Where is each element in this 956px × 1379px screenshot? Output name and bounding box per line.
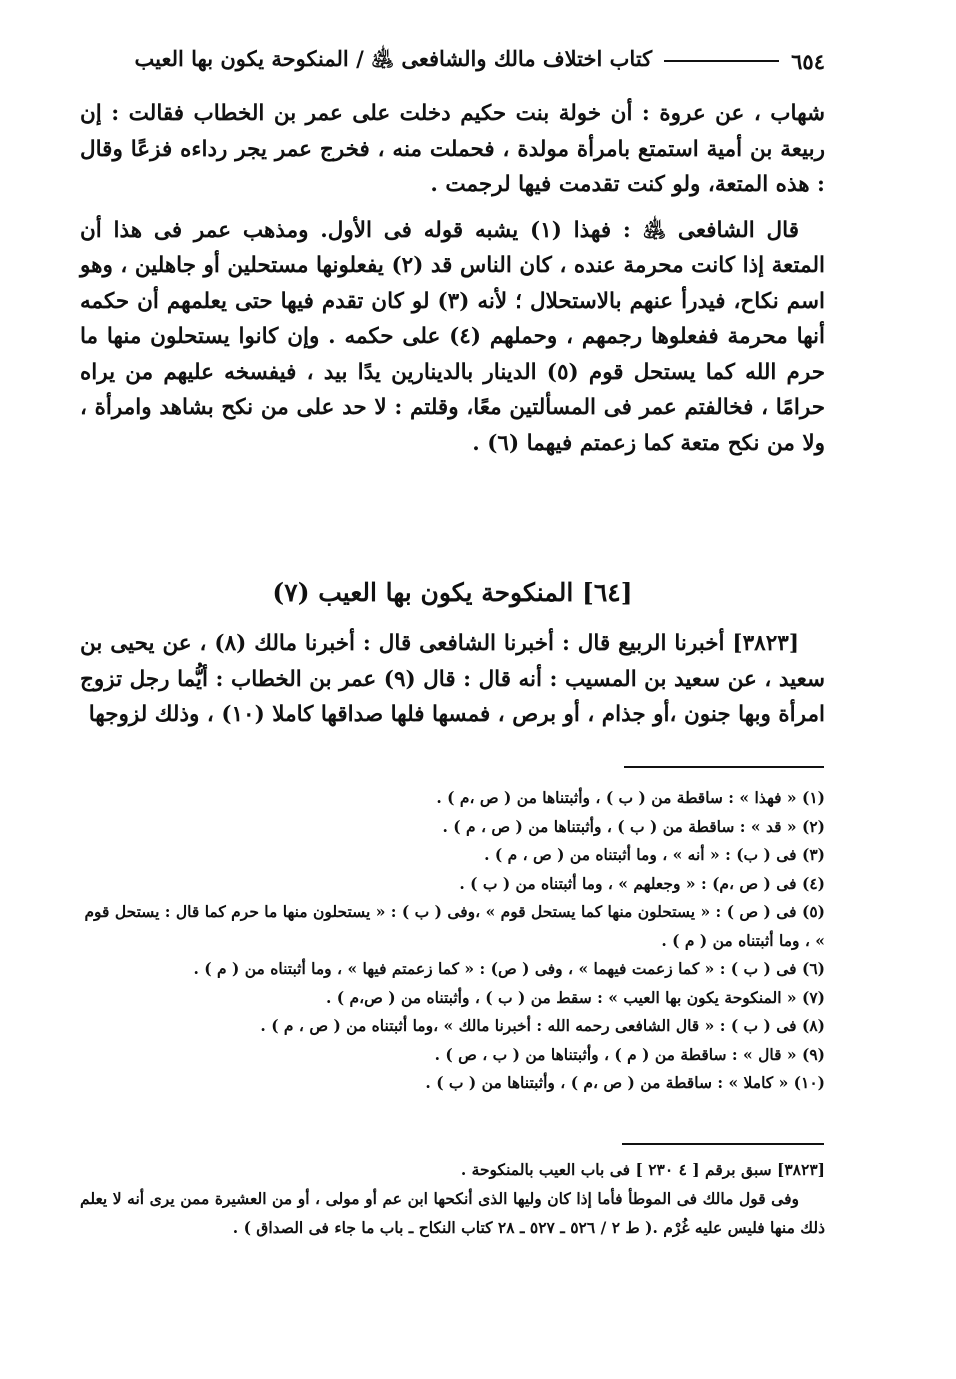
footnote-rule — [624, 766, 824, 768]
footnote: (٩) « قال » : ساقطة من ( م ) ، وأثبتناها من ( ب ، ص ) . — [434, 1044, 825, 1064]
footnote: (٨) فى ( ب ) : « قال الشافعى رحمه الله : أخبرنا مالك » ،وما أثبتناه من ( ص ، م ) . — [260, 1016, 825, 1035]
reference-first: [٣٨٢٣] سبق برقم [ ٤ ٢٣٠ ] فى باب العيب بالمنكوحة . — [460, 1160, 825, 1179]
main-text — [80, 96, 825, 471]
reference-body: وفى قول مالك فى الموطأ فأما إذا كان وليها الذى أنكحها ابن عم أو مولى ، أو من العشيرة ممن يرى أنه لا يعلم ذلك منها فليس عليه غُرْم .( ط ٢ / ٥٢٦ ـ ٥٢٧ ـ ٢٨ كتاب النكاح ـ باب ما جاء فى الصداق ) . — [80, 1189, 825, 1237]
paragraph-2: قال الشافعى ﵁ : فهذا (١) يشبه قوله فى الأول. ومذهب عمر فى هذا أن المتعة إذا كانت محرمة عنده ، كان الناس قد (٢) يفعلونها مستحلين أو جاهلين ، وهو اسم نكاح، فيدرأ عنهم بالاستحلال ؛ لأنه (٣) لو كان تقدم فيها حتى يعلمهم أن حكمه أنها محرمة ففعلوها رجمهم ، وحملهم (٤) على حكمه . وإن كانوا يستحلون منها ما حرم الله كما يستحل قوم (٥) الدينار بالدينارين يدًا بيد ، فيفسخه عليهم من يراه حرامًا ، فخالفتم عمر فى المسألتين معًا، وقلتم : لا حد على من نكح بشاهد وامرأة ، ولا من نكح متعة كما زعمتم فيهما (٦) . — [80, 217, 825, 456]
page-header — [80, 40, 825, 82]
footnote: (٥) فى ( ص ) : « يستحلون منها كما يستحل قوم » ،وفى ( ب ) : « يستحلون منها ما حرم كما قال : يستحل قوم » ، وما أثبتناه من ( م ) . — [84, 902, 825, 950]
paragraph-1: شهاب ، عن عروة : أن خولة بنت حكيم دخلت على عمر بن الخطاب فقالت : إن ربيعة بن أمية استمتع بامرأة مولدة ، فحملت منه ، فخرج عمر يجر رداءه فزعًا وقال : هذه المتعة، ولو كنت تقدمت فيها لرجمت . — [80, 101, 825, 197]
footnotes — [80, 784, 825, 1098]
footnote: (٧) « المنكوحة يكون بها العيب » : سقط من ( ب ) ، وأثبتناه من ( ص،م ) . — [326, 987, 825, 1007]
running-title: كتاب اختلاف مالك والشافعى ﵁ / المنكوحة يكون بها العيب — [134, 45, 653, 71]
section-title: [٦٤] المنكوحة يكون بها العيب (٧) — [272, 578, 633, 607]
section-paragraph: [٣٨٢٣] أخبرنا الربيع قال : أخبرنا الشافعى قال : أخبرنا مالك (٨) ، عن يحيى بن سعيد ، عن سعيد بن المسيب : أنه قال : قال (٩) عمر بن الخطاب : أيُّما رجل تزوج امرأة وبها جنون ،أو جذام ، أو برص ، فمسها فلها صداقها كاملا (١٠) ، وذلك لزوجها — [80, 631, 825, 727]
footnote: (١) « فهذا » : ساقطة من ( ب ) ، وأثبتناها من ( ص ،م ) . — [436, 788, 825, 807]
reference-notes — [80, 1155, 825, 1242]
footnote: (٦) فى ( ب ) : « كما زعمت فيهما » ، وفى ( ص) : « كما زعمتم فيها » ، وما أثبتناه من ( م ) . — [193, 959, 825, 978]
footnote: (٣) فى ( ب) : « أنه » ، وما أثبتناه من ( ص ، م ) . — [484, 845, 825, 864]
header-rule — [664, 60, 779, 62]
page-number: ٦٥٤ — [791, 48, 825, 74]
reference-rule — [622, 1143, 824, 1145]
footnote: (٤) فى ( ص ،م) : « وجعلهم » ، وما أثبتناه من ( ب ) . — [459, 873, 825, 893]
footnote: (١٠) « كاملا » : ساقطة من ( ص ،م ) ، وأثبتناها من ( ب ) . — [425, 1073, 825, 1092]
section-text — [80, 626, 825, 733]
footnote: (٢) « قد » : ساقطة من ( ب ) ، وأثبتناها من ( ص ، م ) . — [442, 816, 825, 836]
